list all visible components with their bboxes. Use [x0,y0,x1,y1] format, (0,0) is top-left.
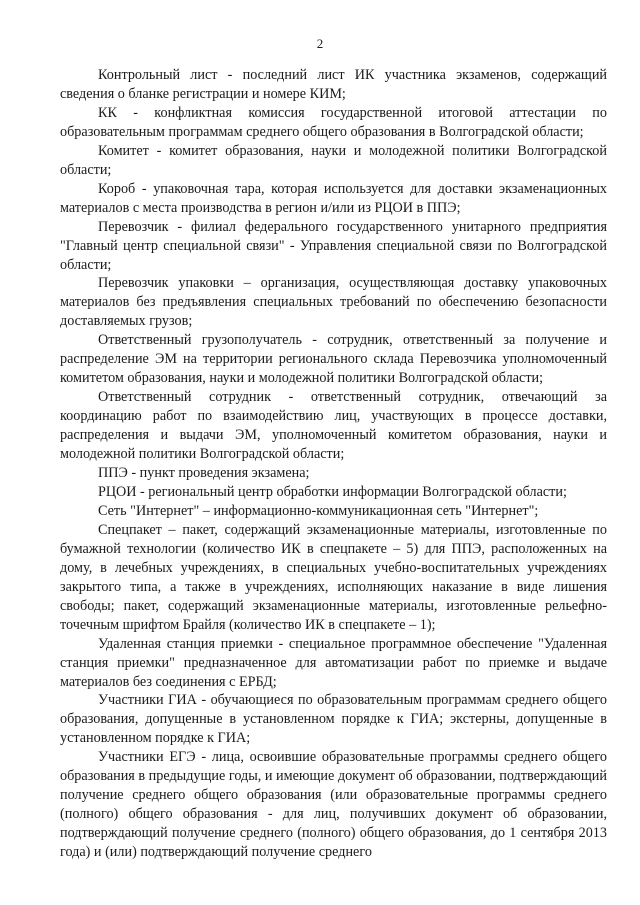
paragraph-packaging-carrier: Перевозчик упаковки – организация, осуществляющая доставку упаковочных материалов без предъявления специальных требований по обеспечению безопасности доставляемых грузов; [60,275,607,330]
paragraph-special-package: Спецпакет – пакет, содержащий экзаменационные материалы, изготовленные по бумажной технологии (количество ИК в спецпакете – 5) для ППЭ, расположенных на дому, в лечебных учреждениях, в специальных учебно-воспитательных учреждениях закрытого типа, а также в учреждениях, исполняющих наказание в виде лишения свободы; пакет, содержащий экзаменационные материалы, изготовленные рельефно-точечным шрифтом Брайля (количество ИК в спецпакете – 1); [60,521,607,633]
paragraph-responsible-employee: Ответственный сотрудник - ответственный сотрудник, отвечающий за координацию работ по взаимодействию лиц, участвующих в процессе доставки, распределения и выдачи ЭМ, уполномоченный комитетом образования, науки и молодежной политики Волгоградской области; [60,389,607,463]
paragraph-exam-point: ППЭ - пункт проведения экзамена; [98,465,310,482]
paragraph-conflict-commission: КК - конфликтная комиссия государственной итоговой аттестации по образовательным программам среднего общего образования в Волгоградской области; [60,104,607,140]
paragraph-gia-participants: Участники ГИА - обучающиеся по образовательным программам среднего общего образования, допущенные в установленном порядке к ГИА; экстерны, допущенные в установленном порядке к ГИА; [60,692,607,747]
paragraph-box: Короб - упаковочная тара, которая используется для доставки экзаменационных материалов с места производства в регион и/или из РЦОИ в ППЭ; [60,180,607,216]
paragraph-carrier: Перевозчик - филиал федерального государственного унитарного предприятия "Главный центр специальной связи" - Управления специальной связи по Волгоградской области; [60,218,607,273]
page-number: 2 [316,36,324,51]
paragraph-responsible-consignee: Ответственный грузополучатель - сотрудник, ответственный за получение и распределение ЭМ на территории регионального склада Перевозчика уполномоченный комитетом образования, науки и молодежной политики Волгоградской области; [60,332,607,387]
paragraph-rcoi: РЦОИ - региональный центр обработки информации Волгоградской области; [98,483,567,500]
paragraph-control-sheet: Контрольный лист - последний лист ИК участника экзаменов, содержащий сведения о бланке регистрации и номере КИМ; [60,67,607,102]
paragraph-committee: Комитет - комитет образования, науки и молодежной политики Волгоградской области; [60,142,607,178]
paragraph-internet: Сеть "Интернет" – информационно-коммуникационная сеть "Интернет"; [98,502,539,519]
paragraph-remote-station: Удаленная станция приемки - специальное программное обеспечение "Удаленная станция приемки" предназначенное для автоматизации работ по приемке и выдаче материалов без соединения с ЕРБД; [60,635,607,690]
document-body [60,66,607,862]
paragraph-ege-participants: Участники ЕГЭ - лица, освоившие образовательные программы среднего общего образования в предыдущие годы, и имеющие документ об образовании, подтверждающий получение среднего общего образования (или образовательные программы среднего (полного) общего образования - для лиц, получивших документ об образовании, подтверждающий получение среднего (полного) общего образования, до 1 сентября 2013 года) и (или) подтверждающий получение среднего [60,749,607,861]
